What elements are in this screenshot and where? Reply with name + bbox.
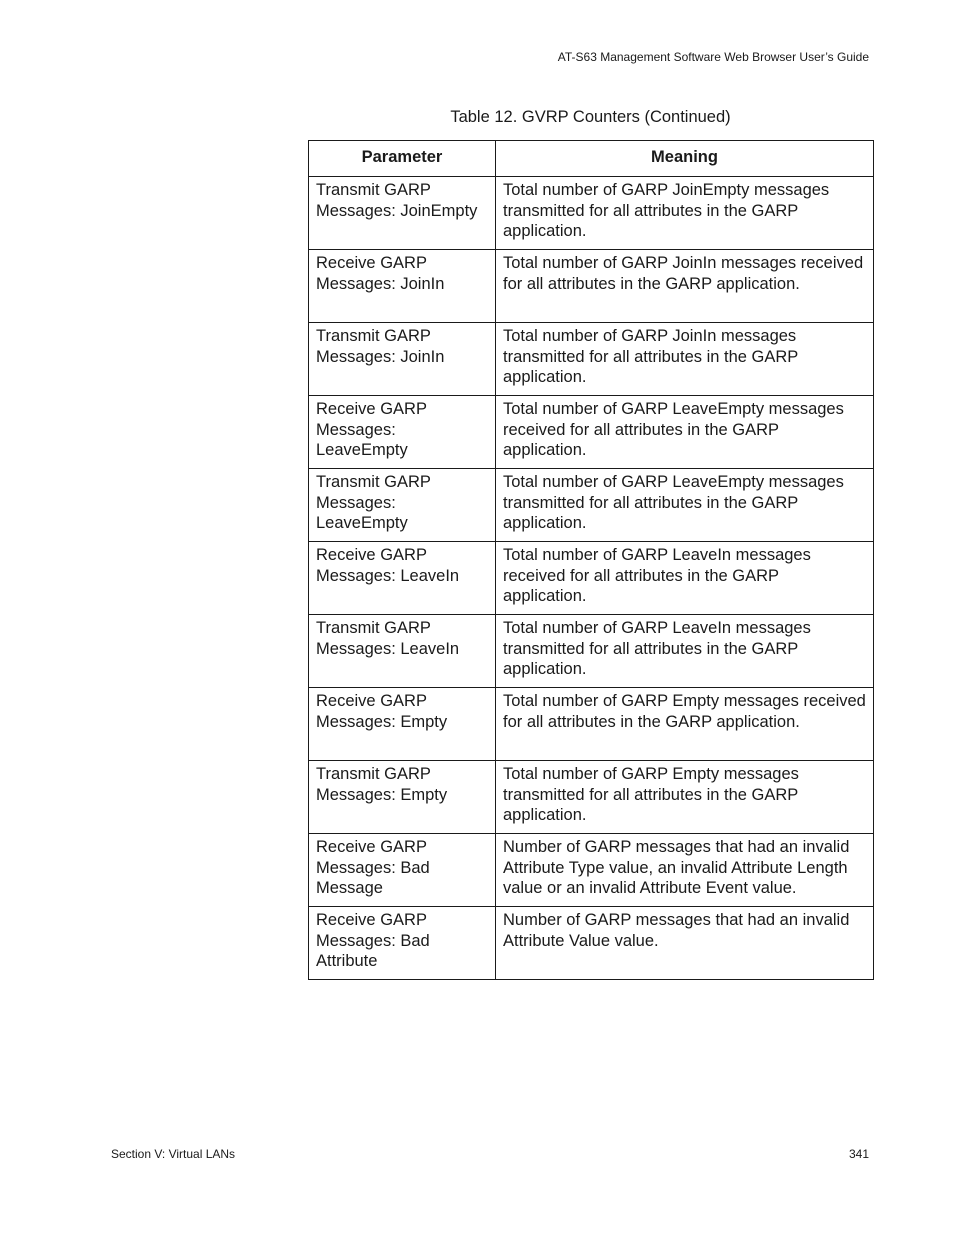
meaning-cell: Total number of GARP LeaveEmpty messages received for all attributes in the GARP application. bbox=[496, 396, 874, 469]
table-row bbox=[309, 469, 874, 542]
meaning-cell: Total number of GARP JoinIn messages transmitted for all attributes in the GARP application. bbox=[496, 323, 874, 396]
meaning-cell: Total number of GARP JoinEmpty messages transmitted for all attributes in the GARP application. bbox=[496, 177, 874, 250]
parameter-cell: Receive GARP Messages: Empty bbox=[309, 688, 496, 761]
footer-section-label: Section V: Virtual LANs bbox=[111, 1147, 236, 1161]
table-row bbox=[309, 761, 874, 834]
footer-page-number: 341 bbox=[848, 1147, 869, 1161]
table-row bbox=[309, 177, 874, 250]
parameter-cell: Transmit GARP Messages: LeaveEmpty bbox=[309, 469, 496, 542]
meaning-cell: Number of GARP messages that had an invalid Attribute Value value. bbox=[496, 907, 874, 980]
table-row bbox=[309, 907, 874, 980]
parameter-cell: Transmit GARP Messages: Empty bbox=[309, 761, 496, 834]
column-header-parameter: Parameter bbox=[309, 141, 496, 177]
column-header-meaning: Meaning bbox=[496, 141, 874, 177]
meaning-cell: Total number of GARP Empty messages transmitted for all attributes in the GARP application. bbox=[496, 761, 874, 834]
parameter-cell: Receive GARP Messages: LeaveEmpty bbox=[309, 396, 496, 469]
parameter-cell: Receive GARP Messages: Bad Message bbox=[309, 834, 496, 907]
parameter-cell: Transmit GARP Messages: JoinIn bbox=[309, 323, 496, 396]
parameter-cell: Receive GARP Messages: JoinIn bbox=[309, 250, 496, 323]
running-header: AT-S63 Management Software Web Browser User’s Guide bbox=[557, 50, 869, 64]
table-header-row bbox=[309, 141, 874, 177]
table-row bbox=[309, 834, 874, 907]
parameter-cell: Receive GARP Messages: Bad Attribute bbox=[309, 907, 496, 980]
parameter-cell: Transmit GARP Messages: LeaveIn bbox=[309, 615, 496, 688]
meaning-cell: Total number of GARP JoinIn messages received for all attributes in the GARP application. bbox=[496, 250, 874, 323]
meaning-cell: Total number of GARP LeaveIn messages received for all attributes in the GARP application. bbox=[496, 542, 874, 615]
table-row bbox=[309, 688, 874, 761]
table-row bbox=[309, 323, 874, 396]
table-row bbox=[309, 250, 874, 323]
parameter-cell: Transmit GARP Messages: JoinEmpty bbox=[309, 177, 496, 250]
gvrp-counters-table bbox=[308, 140, 874, 980]
meaning-cell: Total number of GARP LeaveIn messages transmitted for all attributes in the GARP application. bbox=[496, 615, 874, 688]
table-caption: Table 12. GVRP Counters (Continued) bbox=[450, 108, 731, 126]
meaning-cell: Total number of GARP LeaveEmpty messages transmitted for all attributes in the GARP application. bbox=[496, 469, 874, 542]
table-row bbox=[309, 396, 874, 469]
meaning-cell: Total number of GARP Empty messages received for all attributes in the GARP application. bbox=[496, 688, 874, 761]
table-row bbox=[309, 615, 874, 688]
parameter-cell: Receive GARP Messages: LeaveIn bbox=[309, 542, 496, 615]
meaning-cell: Number of GARP messages that had an invalid Attribute Type value, an invalid Attribute Length value or an invalid Attribute Event value. bbox=[496, 834, 874, 907]
table-row bbox=[309, 542, 874, 615]
